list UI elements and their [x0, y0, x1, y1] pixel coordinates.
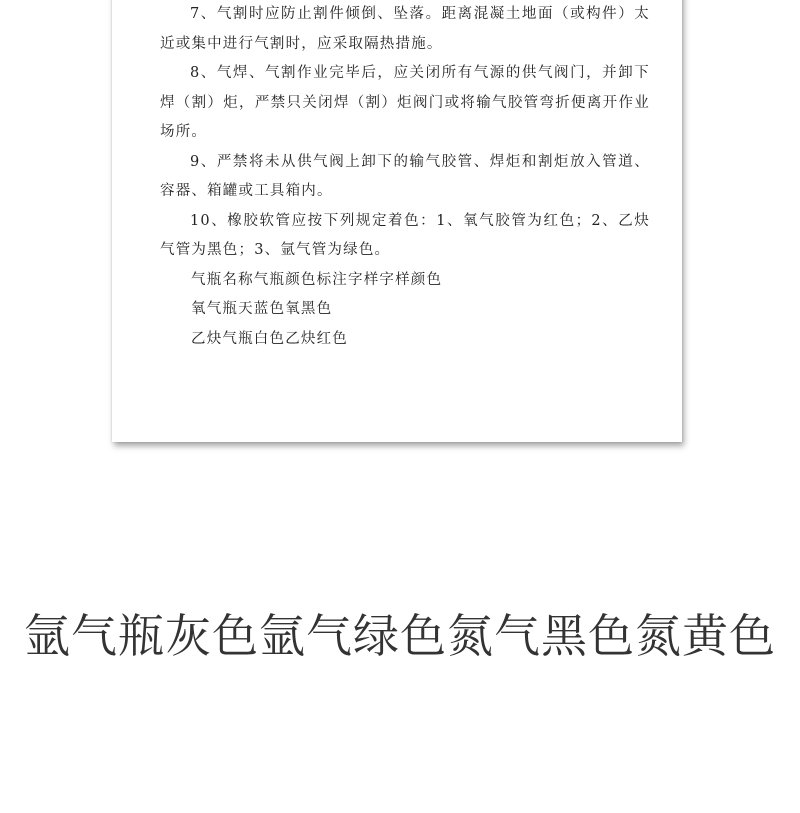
large-caption-text: 氩气瓶灰色氩气绿色氮气黑色氮黄色	[24, 609, 776, 663]
cylinder-table-header: 气瓶名称气瓶颜色标注字样字样颜色	[191, 271, 443, 288]
paragraph-8: 8、气焊、气割作业完毕后，应关闭所有气源的供气阀门，并卸下焊（割）炬，严禁只关闭焊（割）炬阀门或将输气胶管弯折便离开作业场所。	[160, 65, 650, 140]
cylinder-row-oxygen: 氧气瓶天蓝色氧黑色	[191, 301, 333, 317]
paragraph-10: 10、橡胶软管应按下列规定着色：1、氧气胶管为红色；2、乙炔气管为黑色；3、氩气管为绿色。	[160, 212, 650, 258]
paragraph-7: 7、气割时应防止割件倾倒、坠落。距离混凝土地面（或构件）太近或集中进行气割时，应采取隔热措施。	[160, 6, 650, 52]
document-content	[160, 0, 650, 354]
paragraph-9: 9、严禁将未从供气阀上卸下的输气胶管、焊炬和割炬放入管道、容器、箱罐或工具箱内。	[160, 153, 650, 199]
cylinder-row-acetylene: 乙炔气瓶白色乙炔红色	[191, 330, 348, 347]
document-page	[112, 0, 682, 442]
